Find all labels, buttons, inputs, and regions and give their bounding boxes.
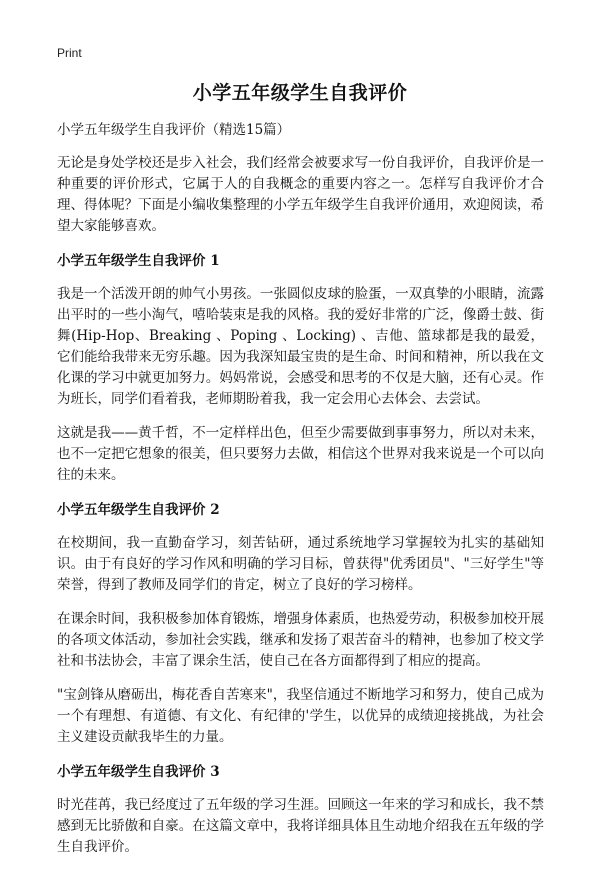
paragraph: 在课余时间，我积极参加体育锻炼，增强身体素质，也热爱劳动，积极参加校开展的各项文体活动，参加社会实践，继承和发扬了艰苦奋斗的精神，也参加了校文学社和书法协会，丰富了课余生活，使自己在各方面都得到了相应的提高。 xyxy=(57,611,544,669)
document-subtitle: 小学五年级学生自我评价（精选15篇） xyxy=(57,122,291,138)
paragraph: 我是一个活泼开朗的帅气小男孩。一张圆似皮球的脸蛋，一双真挚的小眼睛，流露出平时的一些小淘气，嘻哈装束是我的风格。我的爱好非常的广泛，像爵士鼓、街舞(Hip-Hop、Breaking 、Poping 、Locking) 、吉他、篮球都是我的最爱，它们能给我带来无穷乐趣。因为我深知最宝贵的是生命、时间和精神，所以我在文化课的学习中就更加努力。妈妈常说，会感受和思考的不仅是大脑，还有心灵。作为班长，同学们看着我，老师期盼着我，我一定会用心去体会、去尝试。 xyxy=(57,286,544,407)
print-link[interactable]: Print xyxy=(57,46,82,60)
document-body xyxy=(57,120,544,871)
paragraph: 时光荏苒，我已经度过了五年级的学习生涯。回顾这一年来的学习和成长，我不禁感到无比骄傲和自豪。在这篇文章中，我将详细具体且生动地介绍我在五年级的学生自我评价。 xyxy=(57,797,544,855)
section-3 xyxy=(57,762,544,858)
page-title: 小学五年级学生自我评价 xyxy=(192,82,408,104)
intro-paragraph: 无论是身处学校还是步入社会，我们经常会被要求写一份自我评价，自我评价是一种重要的评价形式，它属于人的自我概念的重要内容之一。怎样写自我评价才合理、得体呢？下面是小编收集整理的小学五年级学生自我评价通用，欢迎阅读，希望大家能够喜欢。 xyxy=(57,155,544,234)
section-2 xyxy=(57,500,544,748)
section-heading: 小学五年级学生自我评价 3 xyxy=(57,764,220,780)
section-heading: 小学五年级学生自我评价 1 xyxy=(57,253,220,269)
section-1 xyxy=(57,251,544,486)
paragraph: 这就是我——黄千哲，不一定样样出色，但至少需要做到事事努力，所以对未来，也不一定把它想象的很美，但只要努力去做，相信这个世界对我来说是一个可以向往的未来。 xyxy=(57,425,544,483)
paragraph: 在校期间，我一直勤奋学习，刻苦钻研，通过系统地学习掌握较为扎实的基础知识。由于有良好的学习作风和明确的学习目标，曾获得"优秀团员"、"三好学生"等荣誉，得到了教师及同学们的肯定，树立了良好的学习榜样。 xyxy=(57,535,544,593)
paragraph: "宝剑锋从磨砺出，梅花香自苦寒来"，我坚信通过不断地学习和努力，使自己成为一个有理想、有道德、有文化、有纪律的'学生，以优异的成绩迎接挑战，为社会主义建设贡献我毕生的力量。 xyxy=(57,687,544,745)
section-heading: 小学五年级学生自我评价 2 xyxy=(57,502,220,518)
